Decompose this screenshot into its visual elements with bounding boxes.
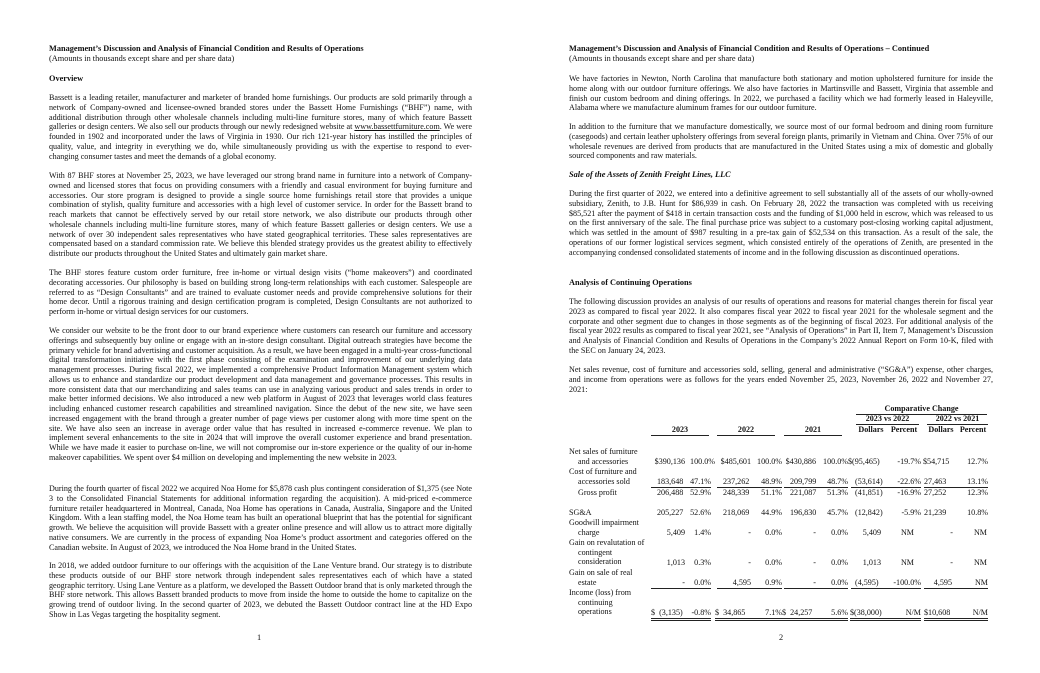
value-2022: -	[748, 528, 751, 537]
value-2023: 205,227 52.6%	[657, 508, 711, 517]
percent-2023: 0.3%	[694, 558, 711, 567]
page-2	[569, 0, 993, 673]
value-2021: 221,087 51.3%	[790, 488, 848, 497]
col-header-dollars-1: Dollars	[858, 425, 884, 434]
row-label: SG&A	[569, 508, 592, 517]
row-label: Income (loss) from continuing operations	[569, 588, 632, 617]
overview-paragraph-5: During the fourth quarter of fiscal 2022 we acquired Noa Home for $5,878 cash plus contingent consideration of $1,375 (see Note 3 to the Consolidated Financial Statements for additional information regarding the acquisition). A mid-priced e-commerce furniture retailer headquartered in Montreal, Canada, Noa Home has operations in Canada, Australia, Singapore and the United Kingdom. With a lean staffing model, the Noa Home team has built an operational blueprint that has the potential for significant growth. We believe the acquisition will provide Bassett with a greater online presence and will allow us to attract more digitally native consumers. We are currently in the process of expanding Noa Home’s product assortment and categories offered on the Canadian website. In August of 2023, we introduced the Noa Home brand in the United States.	[49, 484, 472, 552]
percent-change-1: -19.7%	[897, 457, 921, 466]
page-2-subtitle: (Amounts in thousands except share and per share data)	[569, 54, 755, 63]
overview-heading: Overview	[49, 74, 84, 83]
value-2021: -	[813, 558, 816, 567]
page-number: 2	[779, 633, 784, 642]
percent-change-2: 12.7%	[967, 457, 988, 466]
row-label: Goodwill impairment charge	[569, 518, 639, 537]
overview-paragraph-1	[49, 93, 472, 161]
dollars-change-1: $(95,465)	[848, 457, 880, 466]
change-2022-vs-2021: 27,252 12.3%	[924, 488, 988, 497]
value-2023: - 0.0%	[651, 578, 711, 589]
row-label: Gain on sale of real estate	[569, 568, 633, 587]
value-2022: 237,262 48.9%	[717, 477, 782, 488]
col-header-percent-2: Percent	[959, 425, 987, 434]
value-2021: 209,799 48.7%	[784, 477, 848, 488]
percent-change-2: NM	[973, 558, 987, 567]
row-label: Cost of furniture and accessories sold	[569, 467, 637, 486]
page-1-subtitle: (Amounts in thousands except share and per share data)	[49, 54, 235, 63]
value-2023: $390,136	[654, 457, 685, 466]
percent-2023: 1.4%	[694, 528, 711, 537]
row-label: Gross profit	[578, 488, 617, 497]
percent-change-1: NM	[900, 558, 914, 567]
value-2021: - 0.0%	[784, 578, 848, 589]
percent-2021: 100.0%	[823, 457, 848, 466]
value-2022: 218,069 44.9%	[723, 508, 782, 517]
value-2023: 206,488 52.9%	[657, 488, 711, 497]
paragraph-text: Bassett is a leading retailer, manufacturer and marketer of branded home furnishings. Our products are sold primarily through a network of Company-owned and licensee-owned branded stores under the Bassett Home Furnishings (“BHF”) name, with additional distribution through other wholesale channels including multi-line furniture stores, many of which feature Bassett galleries or design centers. We also sell our products through our newly redesigned website at	[49, 93, 472, 132]
value-2022: $485,601	[720, 457, 751, 466]
percent-2021: 0.0%	[831, 528, 848, 537]
zenith-paragraph: During the first quarter of 2022, we entered into a definitive agreement to sell substantially all of the assets of our wholly-owned subsidiary, Zenith, to J.B. Hunt for $86,939 in cash. On February 28, 2022 the transaction was completed with us receiving $85,521 after the payment of $418 in certain transaction costs and the funding of $1,000 held in escrow, which was released to us on the first anniversary of the sale. The final purchase price was subject to a customary post-closing working capital adjustment, which was settled in the amount of $987 resulting in a pre-tax gain of $52,534 on this transaction. As a result of the sale, the operations of our former logistical services segment, which consisted entirely of the operations of Zenith, are presented in the accompanying condensed consolidated statements of income and in the following discussion as discontinued operations.	[569, 189, 993, 257]
value-2023: 1,013	[666, 558, 685, 567]
change-2022-vs-2021: 4,595 NM	[924, 578, 988, 589]
percent-change-2: NM	[973, 528, 987, 537]
page-number: 1	[257, 633, 262, 642]
value-2021: 196,830 45.7%	[790, 508, 848, 517]
overview-paragraph-2: With 87 BHF stores at November 25, 2023, we have leveraged our strong brand name in furniture into a network of Company-owned and licensed stores that focus on providing consumers with a friendly and casual environment for buying furniture and accessories. Our store program is designed to provide a single source home furnishings retail store that provides a unique combination of stylish, quality furniture and accessories with a high level of customer service. In order for the Bassett brand to reach markets that cannot be effectively served by our retail store network, we also distribute our products through other wholesale channels including multi-line furniture stores, many of which feature Bassett galleries or design centers. We use a network of over 30 independent sales representatives who have stated geographical territories. These sales representatives are compensated based on a standard commission rate. We believe this blended strategy provides us the greatest ability to effectively distribute our products throughout the United States and ultimately gain market share.	[49, 171, 472, 258]
sourcing-paragraph: In addition to the furniture that we manufacture domestically, we source most of our formal bedroom and dining room furniture (casegoods) and certain leather upholstery offerings from several foreign plants, primarily in Vietnam and China. Over 75% of our wholesale revenues are derived from products that are manufactured in the United States using a mix of domestic and globally sourced components and raw materials.	[569, 122, 993, 161]
change-2023-vs-2022: (12,842) -5.9%	[855, 508, 921, 517]
value-2021: $ 24,257 5.6%	[782, 608, 848, 621]
paragraph-text: . We were founded in 1902 and incorporated under the laws of Virginia in 1930. Our rich 121-year history has instilled the principles of quality, value, and integrity in everything we do, while simultaneously providing us with the expertise to respond to ever-changing consumer tastes and meet the demands of a global economy.	[49, 122, 472, 161]
row-label: Net sales of furniture and accessories	[569, 447, 638, 466]
change-2022-vs-2021: $10,608 N/M	[924, 608, 988, 621]
col-header-dollars-2: Dollars	[928, 425, 954, 434]
overview-paragraph-3: The BHF stores feature custom order furniture, free in-home or virtual design visits (“home makeovers”) and coordinated decorating accessories. Our philosophy is based on building strong long-term relationships with each customer. Salespeople are referred to as “Design Consultants” and are trained to evaluate customer needs and provide comprehensive solutions for their home decor. Until a rigorous training and design certification program is completed, Design Consultants are not authorized to perform in-home or virtual design services for our customers.	[49, 268, 472, 316]
change-2023-vs-2022: $(38,000) N/M	[850, 608, 921, 621]
change-2023-vs-2022: (4,595) -100.0%	[851, 578, 921, 589]
page-2-title: Management’s Discussion and Analysis of Financial Condition and Results of Operations – Continued	[569, 44, 930, 53]
dollars-change-1: 1,013	[862, 558, 881, 567]
value-2021: -	[813, 528, 816, 537]
percent-change-1: NM	[900, 528, 914, 537]
sub-header-2023-vs-2022: 2023 vs 2022	[856, 414, 919, 425]
col-header-percent-1: Percent	[890, 425, 918, 434]
row-label: Gain on revalutation of contingent consideration	[569, 538, 645, 567]
page-1-title: Management’s Discussion and Analysis of Financial Condition and Results of Operations	[49, 44, 364, 53]
year-header-2021: 2021	[784, 425, 842, 436]
value-2021: $430,886	[785, 457, 816, 466]
dollars-change-2: -	[950, 528, 953, 537]
continuing-operations-paragraph: The following discussion provides an analysis of our results of operations and reasons for material changes therein for fiscal year 2023 as compared to fiscal year 2022. It also compares fiscal year 2022 to fiscal year 2021 for the wholesale segment and the corporate and other segment due to changes in those segments as of the beginning of fiscal 2023. For additional analysis of the fiscal year 2022 results as compared to fiscal year 2021, see “Analysis of Operations” in Part II, Item 7, Management’s Discussion and Analysis of Financial Condition and Results of Operations in the Company’s 2022 Annual Report on Form 10-K, filed with the SEC on January 24, 2023.	[569, 297, 993, 355]
dollars-change-2: $54,715	[923, 457, 950, 466]
results-intro-paragraph: Net sales revenue, cost of furniture and accessories sold, selling, general and administrative (“SG&A”) expense, other charges, and income from operations were as follows for the years ended November 25, 2023, November 26, 2022 and November 27, 2021:	[569, 365, 993, 394]
percent-2023: 100.0%	[690, 457, 715, 466]
value-2023: $ (3,135) -0.8%	[651, 608, 711, 621]
overview-paragraph-6: In 2018, we added outdoor furniture to our offerings with the acquisition of the Lane Venture brand. Our strategy is to distribute these products outside of our BHF store network through independent sales representatives each of which have a stated geographic territory. Using Lane Venture as a platform, we developed the Bassett Outdoor brand that is only marketed through the BHF store network. This allows Bassett branded products to move from inside the home to outside the home to capitalize on the growing trend of outdoor living. In the second quarter of 2023, we debuted the Bassett Outdoor contract line at the HD Expo Show in Las Vegas targeting the hospitality segment.	[49, 561, 472, 619]
continuing-operations-heading: Analysis of Continuing Operations	[569, 278, 692, 287]
percent-2022: 0.0%	[765, 528, 782, 537]
value-2022: 4,595 0.9%	[717, 578, 782, 589]
change-2023-vs-2022: (53,614) -22.6%	[851, 477, 921, 488]
year-header-2023: 2023	[651, 425, 709, 436]
year-header-2022: 2022	[717, 425, 775, 436]
factories-paragraph: We have factories in Newton, North Carolina that manufacture both stationary and motion upholstered furniture for inside the home along with our outdoor furniture offerings. We also have factories in Martinsville and Bassett, Virginia that assemble and finish our custom bedroom and dining offerings. In 2022, we purchased a facility which we had formerly leased in Haleyville, Alabama where we manufacture aluminum frames for our outdoor furniture.	[569, 74, 993, 113]
value-2022: $ 34,865 7.1%	[715, 608, 782, 621]
change-2022-vs-2021: 27,463 13.1%	[924, 477, 988, 486]
page-1	[49, 0, 472, 673]
comparative-change-header: Comparative Change	[856, 404, 987, 415]
dollars-change-2: -	[950, 558, 953, 567]
change-2023-vs-2022: (41,851) -16.9%	[855, 488, 921, 497]
percent-2021: 0.0%	[831, 558, 848, 567]
sub-header-2022-vs-2021: 2022 vs 2021	[927, 414, 988, 425]
percent-2022: 100.0%	[757, 457, 782, 466]
value-2022: 248,339 51.1%	[723, 488, 782, 497]
value-2022: -	[748, 558, 751, 567]
percent-2022: 0.0%	[765, 558, 782, 567]
website-link[interactable]: www.bassettfurniture.com	[354, 122, 440, 132]
dollars-change-1: 5,409	[862, 528, 881, 537]
value-2023: 183,648 47.1%	[651, 477, 711, 488]
overview-paragraph-4: We consider our website to be the front door to our brand experience where customers can research our furniture and accessory offerings and subsequently buy online or engage with an in-store design consultant. Digital outreach strategies have become the primary vehicle for brand advertising and customer acquisition. As a result, we have been engaged in a multi-year cross-functional digital transformation initiative with the first phase consisting of the examination and improvement of our underlying data management processes. During fiscal 2022, we implemented a comprehensive Product Information Management system which allows us to enhance and standardize our product development and data management and governance processes. This results in more consistent data that our merchandizing and sales teams can use in analyzing various product and sales trends in order to make better informed decisions. We also introduced a new web platform in August of 2023 that leverages world class features including enhanced customer research capabilities and streamlined navigation. Since the debut of the new site, we have seen increased engagement with the brand through a greater number of page views per customer along with more time spent on the site. We have also seen an increase in average order value that has resulted in increased e-commerce revenue. We plan to implement several enhancements to the site in 2024 that will improve the overall customer experience and brand presentation. While we have made it easier to purchase on-line, we will not compromise our in-store experience or the quality of our in-home makeover capabilities. We spent over $4 million on developing and implementing the new website in 2023.	[49, 326, 472, 462]
value-2023: 5,409	[666, 528, 685, 537]
change-2022-vs-2021: 21,239 10.8%	[924, 508, 988, 517]
zenith-heading: Sale of the Assets of Zenith Freight Lines, LLC	[569, 170, 731, 179]
